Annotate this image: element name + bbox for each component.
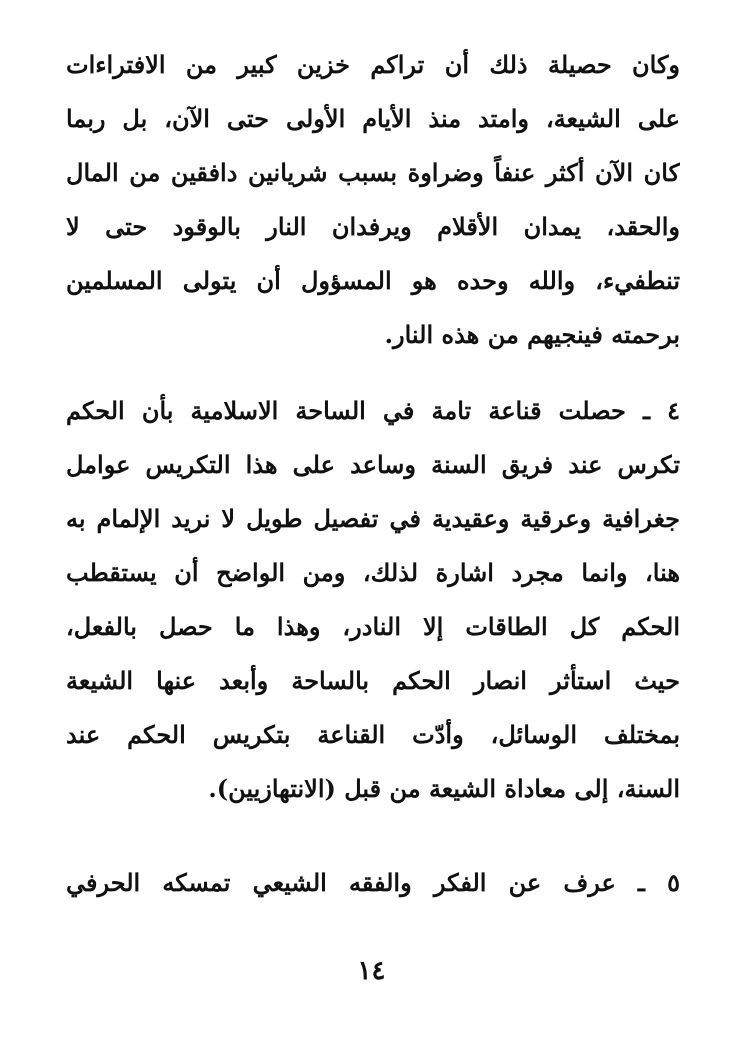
paragraph-2	[66, 384, 680, 816]
text-line: جغرافية وعرقية وعقيدية في تفصيل طويل لا نريد الإلمام به	[66, 504, 680, 533]
text-line: الحكم كل الطاقات إلا النادر، وهذا ما حصل بالفعل،	[66, 612, 680, 641]
text-line: على الشيعة، وامتد منذ الأيام الأولى حتى الآن، بل ربما	[66, 104, 680, 133]
paragraph-3	[66, 856, 680, 910]
text-line: هنا، وانما مجرد اشارة لذلك، ومن الواضح أن يستقطب	[66, 558, 680, 587]
text-line: والحقد، يمدان الأقلام ويرفدان النار بالوقود حتى لا	[66, 212, 680, 241]
paragraph-1	[66, 38, 680, 362]
text-line: وكان حصيلة ذلك أن تراكم خزين كبير من الافتراءات	[66, 50, 680, 79]
text-line: تنطفيء، والله وحده هو المسؤول أن يتولى المسلمين	[66, 266, 680, 295]
text-line: كان الآن أكثر عنفاً وضراوة بسبب شريانين دافقين من المال	[66, 158, 680, 187]
text-line: السنة، إلى معاداة الشيعة من قبل (الانتهازيين).	[208, 774, 680, 803]
text-line: تكرس عند فريق السنة وساعد على هذا التكريس عوامل	[66, 450, 680, 479]
text-line: برحمته فينجيهم من هذه النار.	[384, 320, 680, 349]
text-line: ٥ ـ عرف عن الفكر والفقه الشيعي تمسكه الحرفي	[66, 868, 680, 897]
text-line: بمختلف الوسائل، وأدّت القناعة بتكريس الحكم عند	[66, 720, 680, 749]
text-line: حيث استأثر انصار الحكم بالساحة وأبعد عنها الشيعة	[66, 666, 680, 695]
page-number: ١٤	[357, 956, 386, 986]
text-line: ٤ ـ حصلت قناعة تامة في الساحة الاسلامية بأن الحكم	[66, 396, 680, 425]
